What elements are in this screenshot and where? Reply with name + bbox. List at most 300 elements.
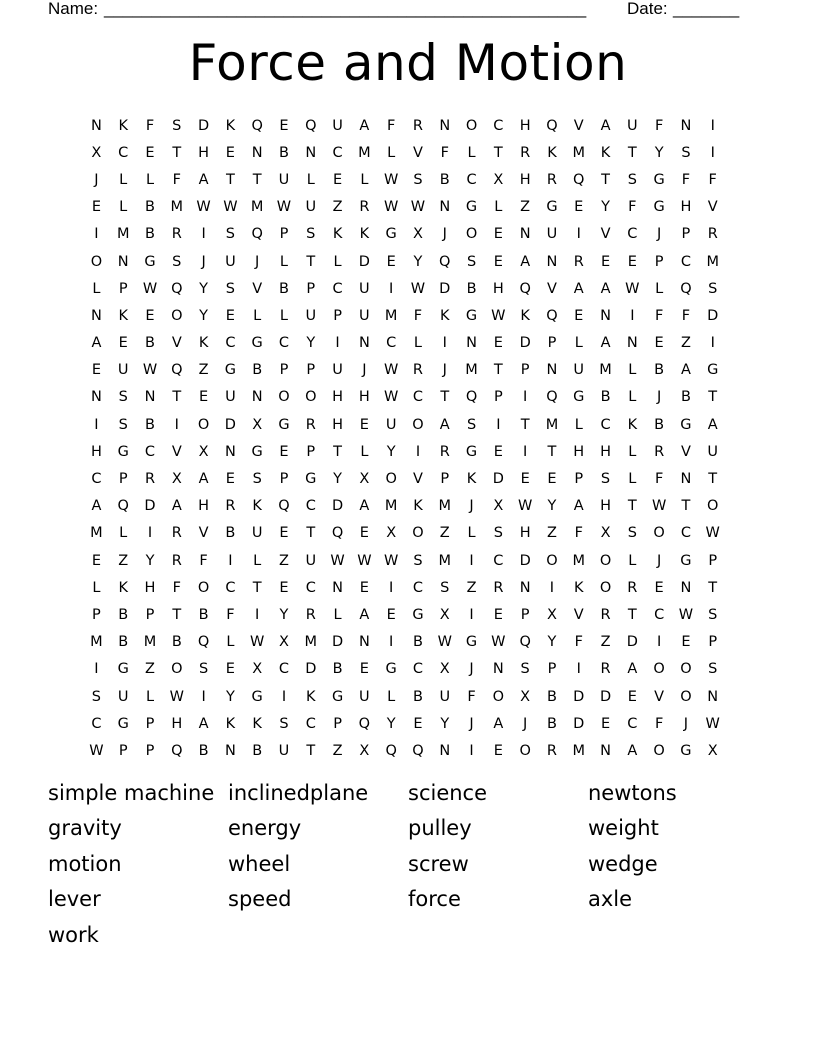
grid-letter[interactable]: V xyxy=(707,199,718,216)
grid-letter[interactable]: T xyxy=(627,498,637,515)
grid-letter[interactable]: D xyxy=(144,498,156,515)
grid-letter[interactable]: E xyxy=(654,579,664,596)
grid-letter[interactable]: L xyxy=(253,552,262,569)
grid-letter[interactable]: K xyxy=(466,471,477,488)
grid-letter[interactable]: J xyxy=(523,715,528,732)
grid-letter[interactable]: N xyxy=(519,226,531,243)
grid-letter[interactable]: Q xyxy=(331,525,344,542)
grid-letter[interactable]: S xyxy=(600,471,611,488)
grid-letter[interactable]: L xyxy=(119,171,128,188)
grid-letter[interactable]: L xyxy=(119,199,128,216)
grid-letter[interactable]: V xyxy=(198,525,209,542)
grid-letter[interactable]: E xyxy=(359,525,369,542)
grid-letter[interactable]: U xyxy=(359,280,370,297)
grid-letter[interactable]: Q xyxy=(251,117,263,134)
grid-letter[interactable]: Y xyxy=(413,253,423,270)
date-blank[interactable]: _______ xyxy=(673,0,740,18)
grid-letter[interactable]: W xyxy=(250,634,265,651)
grid-letter[interactable]: R xyxy=(573,253,584,270)
grid-letter[interactable]: N xyxy=(224,742,236,759)
grid-letter[interactable]: Y xyxy=(386,443,396,460)
grid-letter[interactable]: Q xyxy=(278,498,290,515)
grid-letter[interactable]: Q xyxy=(171,742,183,759)
grid-letter[interactable]: R xyxy=(600,661,611,678)
grid-letter[interactable]: P xyxy=(92,606,101,623)
grid-letter[interactable]: F xyxy=(172,579,181,596)
grid-letter[interactable]: W xyxy=(410,280,426,297)
grid-letter[interactable]: I xyxy=(201,688,206,705)
grid-letter[interactable]: G xyxy=(251,335,263,352)
grid-letter[interactable]: C xyxy=(654,606,665,623)
grid-letter[interactable]: Q xyxy=(546,117,558,134)
grid-letter[interactable]: R xyxy=(171,226,182,243)
grid-letter[interactable]: H xyxy=(144,579,156,596)
grid-letter[interactable]: G xyxy=(412,606,424,623)
grid-letter[interactable]: F xyxy=(386,117,396,134)
grid-letter[interactable]: R xyxy=(305,606,316,623)
grid-letter[interactable]: I xyxy=(710,335,715,352)
grid-letter[interactable]: L xyxy=(279,253,289,270)
grid-letter[interactable]: G xyxy=(680,742,692,759)
grid-letter[interactable]: D xyxy=(599,688,612,705)
grid-letter[interactable]: C xyxy=(680,253,691,270)
grid-letter[interactable]: A xyxy=(91,335,102,352)
grid-letter[interactable]: O xyxy=(519,742,531,759)
grid-letter[interactable]: O xyxy=(492,688,505,705)
grid-letter[interactable]: R xyxy=(144,471,156,488)
grid-letter[interactable]: I xyxy=(469,552,474,569)
grid-letter[interactable]: C xyxy=(278,335,290,352)
grid-letter[interactable]: H xyxy=(680,199,692,216)
grid-letter[interactable]: O xyxy=(171,661,183,678)
grid-letter[interactable]: W xyxy=(383,171,399,188)
grid-letter[interactable]: A xyxy=(627,661,638,678)
grid-letter[interactable]: A xyxy=(439,416,450,433)
grid-letter[interactable]: O xyxy=(385,471,397,488)
grid-letter[interactable]: Y xyxy=(547,498,557,515)
grid-letter[interactable]: L xyxy=(628,552,637,569)
grid-letter[interactable]: D xyxy=(707,307,719,324)
grid-letter[interactable]: K xyxy=(600,144,611,161)
grid-letter[interactable]: A xyxy=(359,498,370,515)
grid-letter[interactable]: T xyxy=(681,498,691,515)
grid-letter[interactable]: B xyxy=(439,171,450,188)
grid-letter[interactable]: W xyxy=(517,498,533,515)
grid-letter[interactable]: O xyxy=(412,525,424,542)
grid-letter[interactable]: E xyxy=(199,389,209,406)
grid-letter[interactable]: F xyxy=(654,117,664,134)
grid-letter[interactable]: O xyxy=(653,742,665,759)
grid-letter[interactable]: G xyxy=(117,661,129,678)
grid-letter[interactable]: S xyxy=(198,661,209,678)
grid-letter[interactable]: G xyxy=(465,199,478,216)
grid-letter[interactable]: P xyxy=(440,471,450,488)
grid-letter[interactable]: Q xyxy=(519,634,531,651)
grid-letter[interactable]: U xyxy=(546,226,558,243)
grid-letter[interactable]: D xyxy=(331,498,344,515)
grid-letter[interactable]: M xyxy=(90,525,103,542)
grid-letter[interactable]: B xyxy=(412,634,423,651)
grid-letter[interactable]: A xyxy=(359,606,370,623)
grid-letter[interactable]: M xyxy=(143,634,157,651)
grid-letter[interactable]: M xyxy=(599,362,612,379)
grid-letter[interactable]: T xyxy=(172,144,182,161)
grid-letter[interactable]: E xyxy=(413,715,423,732)
grid-letter[interactable]: Q xyxy=(385,742,397,759)
grid-letter[interactable]: J xyxy=(442,362,447,379)
grid-letter[interactable]: U xyxy=(359,688,370,705)
grid-letter[interactable]: E xyxy=(574,199,584,216)
grid-letter[interactable]: D xyxy=(573,688,585,705)
grid-letter[interactable]: Q xyxy=(519,280,531,297)
grid-letter[interactable]: P xyxy=(306,280,316,297)
grid-letter[interactable]: L xyxy=(494,199,503,216)
grid-letter[interactable]: P xyxy=(681,226,691,243)
grid-letter[interactable]: W xyxy=(142,280,158,297)
grid-letter[interactable]: I xyxy=(389,280,394,297)
grid-letter[interactable]: E xyxy=(225,471,235,488)
grid-letter[interactable]: G xyxy=(331,688,344,705)
grid-letter[interactable]: X xyxy=(252,416,263,433)
grid-letter[interactable]: C xyxy=(627,715,638,732)
grid-letter[interactable]: R xyxy=(439,443,450,460)
grid-letter[interactable]: A xyxy=(680,362,691,379)
grid-letter[interactable]: B xyxy=(332,661,343,678)
grid-letter[interactable]: V xyxy=(600,226,611,243)
grid-letter[interactable]: L xyxy=(655,280,664,297)
grid-letter[interactable]: K xyxy=(547,144,557,161)
grid-letter[interactable]: Q xyxy=(546,307,558,324)
grid-letter[interactable]: X xyxy=(412,226,423,243)
grid-letter[interactable]: I xyxy=(389,634,394,651)
grid-letter[interactable]: E xyxy=(493,443,503,460)
grid-letter[interactable]: G xyxy=(707,362,719,379)
grid-letter[interactable]: V xyxy=(654,688,665,705)
grid-letter[interactable]: R xyxy=(171,525,182,542)
grid-letter[interactable]: N xyxy=(600,307,611,324)
grid-letter[interactable]: V xyxy=(413,471,423,488)
grid-letter[interactable]: W xyxy=(383,199,399,216)
grid-letter[interactable]: G xyxy=(465,443,478,460)
grid-letter[interactable]: K xyxy=(440,307,450,324)
grid-letter[interactable]: X xyxy=(91,144,102,161)
grid-letter[interactable]: V xyxy=(171,443,182,460)
grid-letter[interactable]: S xyxy=(225,280,235,297)
grid-letter[interactable]: R xyxy=(520,144,531,161)
grid-letter[interactable]: C xyxy=(466,171,477,188)
grid-letter[interactable]: N xyxy=(492,661,504,678)
grid-letter[interactable]: Q xyxy=(465,389,478,406)
grid-letter[interactable]: U xyxy=(117,362,129,379)
grid-letter[interactable]: H xyxy=(573,443,585,460)
grid-letter[interactable]: W xyxy=(705,715,720,732)
grid-letter[interactable]: K xyxy=(332,226,343,243)
grid-letter[interactable]: N xyxy=(707,688,719,705)
grid-letter[interactable]: B xyxy=(118,634,129,651)
grid-letter[interactable]: L xyxy=(628,471,637,488)
grid-letter[interactable]: K xyxy=(413,498,423,515)
grid-letter[interactable]: H xyxy=(171,715,183,732)
grid-letter[interactable]: L xyxy=(467,525,476,542)
grid-letter[interactable]: W xyxy=(705,525,720,542)
grid-letter[interactable]: W xyxy=(651,498,667,515)
grid-letter[interactable]: L xyxy=(333,253,342,270)
grid-letter[interactable]: Z xyxy=(466,579,477,596)
grid-letter[interactable]: E xyxy=(279,525,289,542)
grid-letter[interactable]: J xyxy=(469,715,474,732)
grid-letter[interactable]: B xyxy=(145,226,155,243)
grid-letter[interactable]: B xyxy=(600,389,611,406)
grid-letter[interactable]: P xyxy=(145,606,155,623)
grid-letter[interactable]: T xyxy=(493,362,503,379)
grid-letter[interactable]: I xyxy=(94,661,99,678)
grid-letter[interactable]: U xyxy=(332,117,343,134)
grid-letter[interactable]: V xyxy=(573,117,584,134)
grid-letter[interactable]: N xyxy=(305,144,317,161)
grid-letter[interactable]: K xyxy=(225,117,236,134)
grid-letter[interactable]: A xyxy=(198,471,209,488)
grid-letter[interactable]: R xyxy=(493,579,504,596)
grid-letter[interactable]: A xyxy=(600,117,611,134)
grid-letter[interactable]: T xyxy=(172,606,182,623)
grid-letter[interactable]: S xyxy=(520,661,530,678)
grid-letter[interactable]: O xyxy=(305,389,317,406)
grid-letter[interactable]: V xyxy=(680,443,691,460)
grid-letter[interactable]: A xyxy=(171,498,182,515)
grid-letter[interactable]: E xyxy=(574,307,584,324)
grid-letter[interactable]: T xyxy=(708,389,718,406)
grid-letter[interactable]: D xyxy=(305,661,317,678)
grid-letter[interactable]: I xyxy=(656,634,662,651)
grid-letter[interactable]: W xyxy=(276,199,292,216)
grid-letter[interactable]: E xyxy=(600,253,611,270)
grid-letter[interactable]: I xyxy=(147,525,153,542)
grid-letter[interactable]: S xyxy=(172,253,182,270)
grid-letter[interactable]: V xyxy=(252,280,263,297)
grid-letter[interactable]: P xyxy=(279,471,289,488)
grid-letter[interactable]: I xyxy=(255,606,260,623)
grid-letter[interactable]: W xyxy=(678,606,694,623)
grid-letter[interactable]: M xyxy=(304,634,318,651)
grid-letter[interactable]: G xyxy=(465,634,478,651)
grid-letter[interactable]: J xyxy=(656,552,662,569)
grid-letter[interactable]: R xyxy=(654,443,665,460)
grid-letter[interactable]: C xyxy=(332,144,343,161)
grid-letter[interactable]: O xyxy=(197,579,210,596)
grid-letter[interactable]: K xyxy=(359,226,370,243)
grid-letter[interactable]: S xyxy=(252,471,262,488)
grid-letter[interactable]: W xyxy=(491,307,506,324)
grid-letter[interactable]: E xyxy=(279,443,289,460)
grid-letter[interactable]: M xyxy=(250,199,264,216)
grid-letter[interactable]: J xyxy=(469,661,474,678)
grid-letter[interactable]: E xyxy=(118,335,128,352)
grid-letter[interactable]: X xyxy=(493,498,504,515)
grid-letter[interactable]: R xyxy=(546,171,557,188)
grid-letter[interactable]: M xyxy=(545,416,559,433)
grid-letter[interactable]: M xyxy=(465,362,478,379)
grid-letter[interactable]: U xyxy=(225,253,236,270)
grid-letter[interactable]: S xyxy=(708,280,718,297)
grid-letter[interactable]: R xyxy=(412,362,423,379)
grid-letter[interactable]: Y xyxy=(386,715,396,732)
grid-letter[interactable]: L xyxy=(467,144,476,161)
grid-letter[interactable]: E xyxy=(145,307,155,324)
grid-letter[interactable]: B xyxy=(279,144,289,161)
grid-letter[interactable]: B xyxy=(654,362,665,379)
grid-letter[interactable]: S xyxy=(118,389,128,406)
grid-letter[interactable]: O xyxy=(465,226,478,243)
grid-letter[interactable]: F xyxy=(574,525,583,542)
grid-letter[interactable]: Q xyxy=(358,715,371,732)
grid-letter[interactable]: Y xyxy=(225,688,235,705)
grid-letter[interactable]: Y xyxy=(333,471,342,488)
grid-letter[interactable]: X xyxy=(359,471,370,488)
grid-letter[interactable]: A xyxy=(707,416,718,433)
grid-letter[interactable]: L xyxy=(92,579,101,596)
grid-letter[interactable]: B xyxy=(546,688,557,705)
grid-letter[interactable]: W xyxy=(491,634,506,651)
grid-letter[interactable]: W xyxy=(89,742,104,759)
grid-letter[interactable]: K xyxy=(198,335,209,352)
grid-letter[interactable]: C xyxy=(600,416,611,433)
grid-letter[interactable]: B xyxy=(252,742,263,759)
grid-letter[interactable]: E xyxy=(359,661,369,678)
grid-letter[interactable]: H xyxy=(492,280,504,297)
grid-letter[interactable]: D xyxy=(519,552,531,569)
grid-letter[interactable]: H xyxy=(332,389,344,406)
grid-letter[interactable]: Z xyxy=(546,525,557,542)
grid-letter[interactable]: P xyxy=(118,471,128,488)
grid-letter[interactable]: B xyxy=(279,280,289,297)
grid-letter[interactable]: B xyxy=(546,715,557,732)
grid-letter[interactable]: R xyxy=(225,498,236,515)
grid-letter[interactable]: J xyxy=(656,226,662,243)
grid-letter[interactable]: N xyxy=(251,144,263,161)
grid-letter[interactable]: S xyxy=(306,226,316,243)
grid-letter[interactable]: T xyxy=(225,171,235,188)
grid-letter[interactable]: X xyxy=(439,661,450,678)
grid-letter[interactable]: S xyxy=(172,117,182,134)
grid-letter[interactable]: D xyxy=(331,634,344,651)
grid-letter[interactable]: P xyxy=(145,715,155,732)
grid-letter[interactable]: W xyxy=(142,362,158,379)
grid-letter[interactable]: T xyxy=(547,443,557,460)
grid-letter[interactable]: U xyxy=(439,688,451,705)
grid-letter[interactable]: E xyxy=(654,335,664,352)
grid-letter[interactable]: X xyxy=(386,525,397,542)
grid-letter[interactable]: F xyxy=(628,199,637,216)
grid-letter[interactable]: P xyxy=(574,471,584,488)
grid-letter[interactable]: A xyxy=(359,117,370,134)
grid-letter[interactable]: E xyxy=(627,688,637,705)
grid-letter[interactable]: H xyxy=(600,443,611,460)
grid-letter[interactable]: W xyxy=(383,362,399,379)
grid-letter[interactable]: Q xyxy=(573,171,585,188)
grid-letter[interactable]: W xyxy=(625,280,640,297)
grid-letter[interactable]: X xyxy=(171,471,182,488)
grid-letter[interactable]: E xyxy=(145,144,155,161)
grid-letter[interactable]: P xyxy=(708,634,718,651)
grid-letter[interactable]: U xyxy=(627,117,638,134)
grid-letter[interactable]: K xyxy=(252,498,262,515)
grid-letter[interactable]: V xyxy=(546,280,557,297)
grid-letter[interactable]: L xyxy=(387,688,396,705)
grid-letter[interactable]: O xyxy=(546,552,558,569)
grid-letter[interactable]: E xyxy=(386,606,396,623)
grid-letter[interactable]: M xyxy=(90,634,103,651)
grid-letter[interactable]: M xyxy=(358,144,371,161)
grid-letter[interactable]: V xyxy=(413,144,423,161)
grid-letter[interactable]: E xyxy=(279,579,289,596)
grid-letter[interactable]: I xyxy=(94,226,99,243)
grid-letter[interactable]: E xyxy=(493,606,503,623)
grid-letter[interactable]: E xyxy=(225,307,235,324)
grid-letter[interactable]: C xyxy=(412,389,424,406)
grid-letter[interactable]: A xyxy=(493,715,504,732)
grid-letter[interactable]: S xyxy=(627,171,637,188)
grid-letter[interactable]: U xyxy=(707,443,719,460)
grid-letter[interactable]: U xyxy=(305,307,317,324)
grid-letter[interactable]: P xyxy=(520,362,530,379)
grid-letter[interactable]: G xyxy=(385,226,397,243)
grid-letter[interactable]: X xyxy=(493,171,504,188)
grid-letter[interactable]: N xyxy=(90,117,102,134)
grid-letter[interactable]: W xyxy=(169,688,184,705)
grid-letter[interactable]: T xyxy=(520,416,530,433)
grid-letter[interactable]: O xyxy=(171,307,183,324)
grid-letter[interactable]: C xyxy=(680,525,691,542)
grid-letter[interactable]: E xyxy=(359,579,369,596)
grid-letter[interactable]: Y xyxy=(601,199,610,216)
grid-letter[interactable]: E xyxy=(225,661,235,678)
grid-letter[interactable]: S xyxy=(708,661,718,678)
grid-letter[interactable]: L xyxy=(574,335,583,352)
grid-letter[interactable]: F xyxy=(413,307,423,324)
grid-letter[interactable]: A xyxy=(198,171,209,188)
grid-letter[interactable]: N xyxy=(251,389,263,406)
grid-letter[interactable]: O xyxy=(599,552,612,569)
grid-letter[interactable]: C xyxy=(305,579,316,596)
grid-letter[interactable]: B xyxy=(145,199,155,216)
grid-letter[interactable]: D xyxy=(439,280,451,297)
grid-letter[interactable]: C xyxy=(493,552,504,569)
grid-letter[interactable]: N xyxy=(90,389,102,406)
grid-letter[interactable]: M xyxy=(170,199,184,216)
grid-letter[interactable]: R xyxy=(707,226,718,243)
name-blank[interactable]: ___________________________________________________ xyxy=(104,0,587,18)
grid-letter[interactable]: N xyxy=(117,253,129,270)
grid-letter[interactable]: G xyxy=(117,443,129,460)
grid-letter[interactable]: T xyxy=(252,579,262,596)
grid-letter[interactable]: S xyxy=(91,688,101,705)
grid-letter[interactable]: W xyxy=(410,199,426,216)
grid-letter[interactable]: G xyxy=(546,199,558,216)
grid-letter[interactable]: X xyxy=(707,742,718,759)
grid-letter[interactable]: I xyxy=(174,416,179,433)
grid-letter[interactable]: M xyxy=(572,144,585,161)
grid-letter[interactable]: D xyxy=(224,416,236,433)
grid-letter[interactable]: M xyxy=(572,742,585,759)
grid-letter[interactable]: F xyxy=(199,552,208,569)
grid-letter[interactable]: R xyxy=(305,416,316,433)
grid-letter[interactable]: I xyxy=(469,742,474,759)
grid-letter[interactable]: C xyxy=(412,579,424,596)
grid-letter[interactable]: T xyxy=(440,389,450,406)
grid-letter[interactable]: C xyxy=(91,471,102,488)
grid-letter[interactable]: I xyxy=(523,389,528,406)
grid-letter[interactable]: C xyxy=(332,280,343,297)
